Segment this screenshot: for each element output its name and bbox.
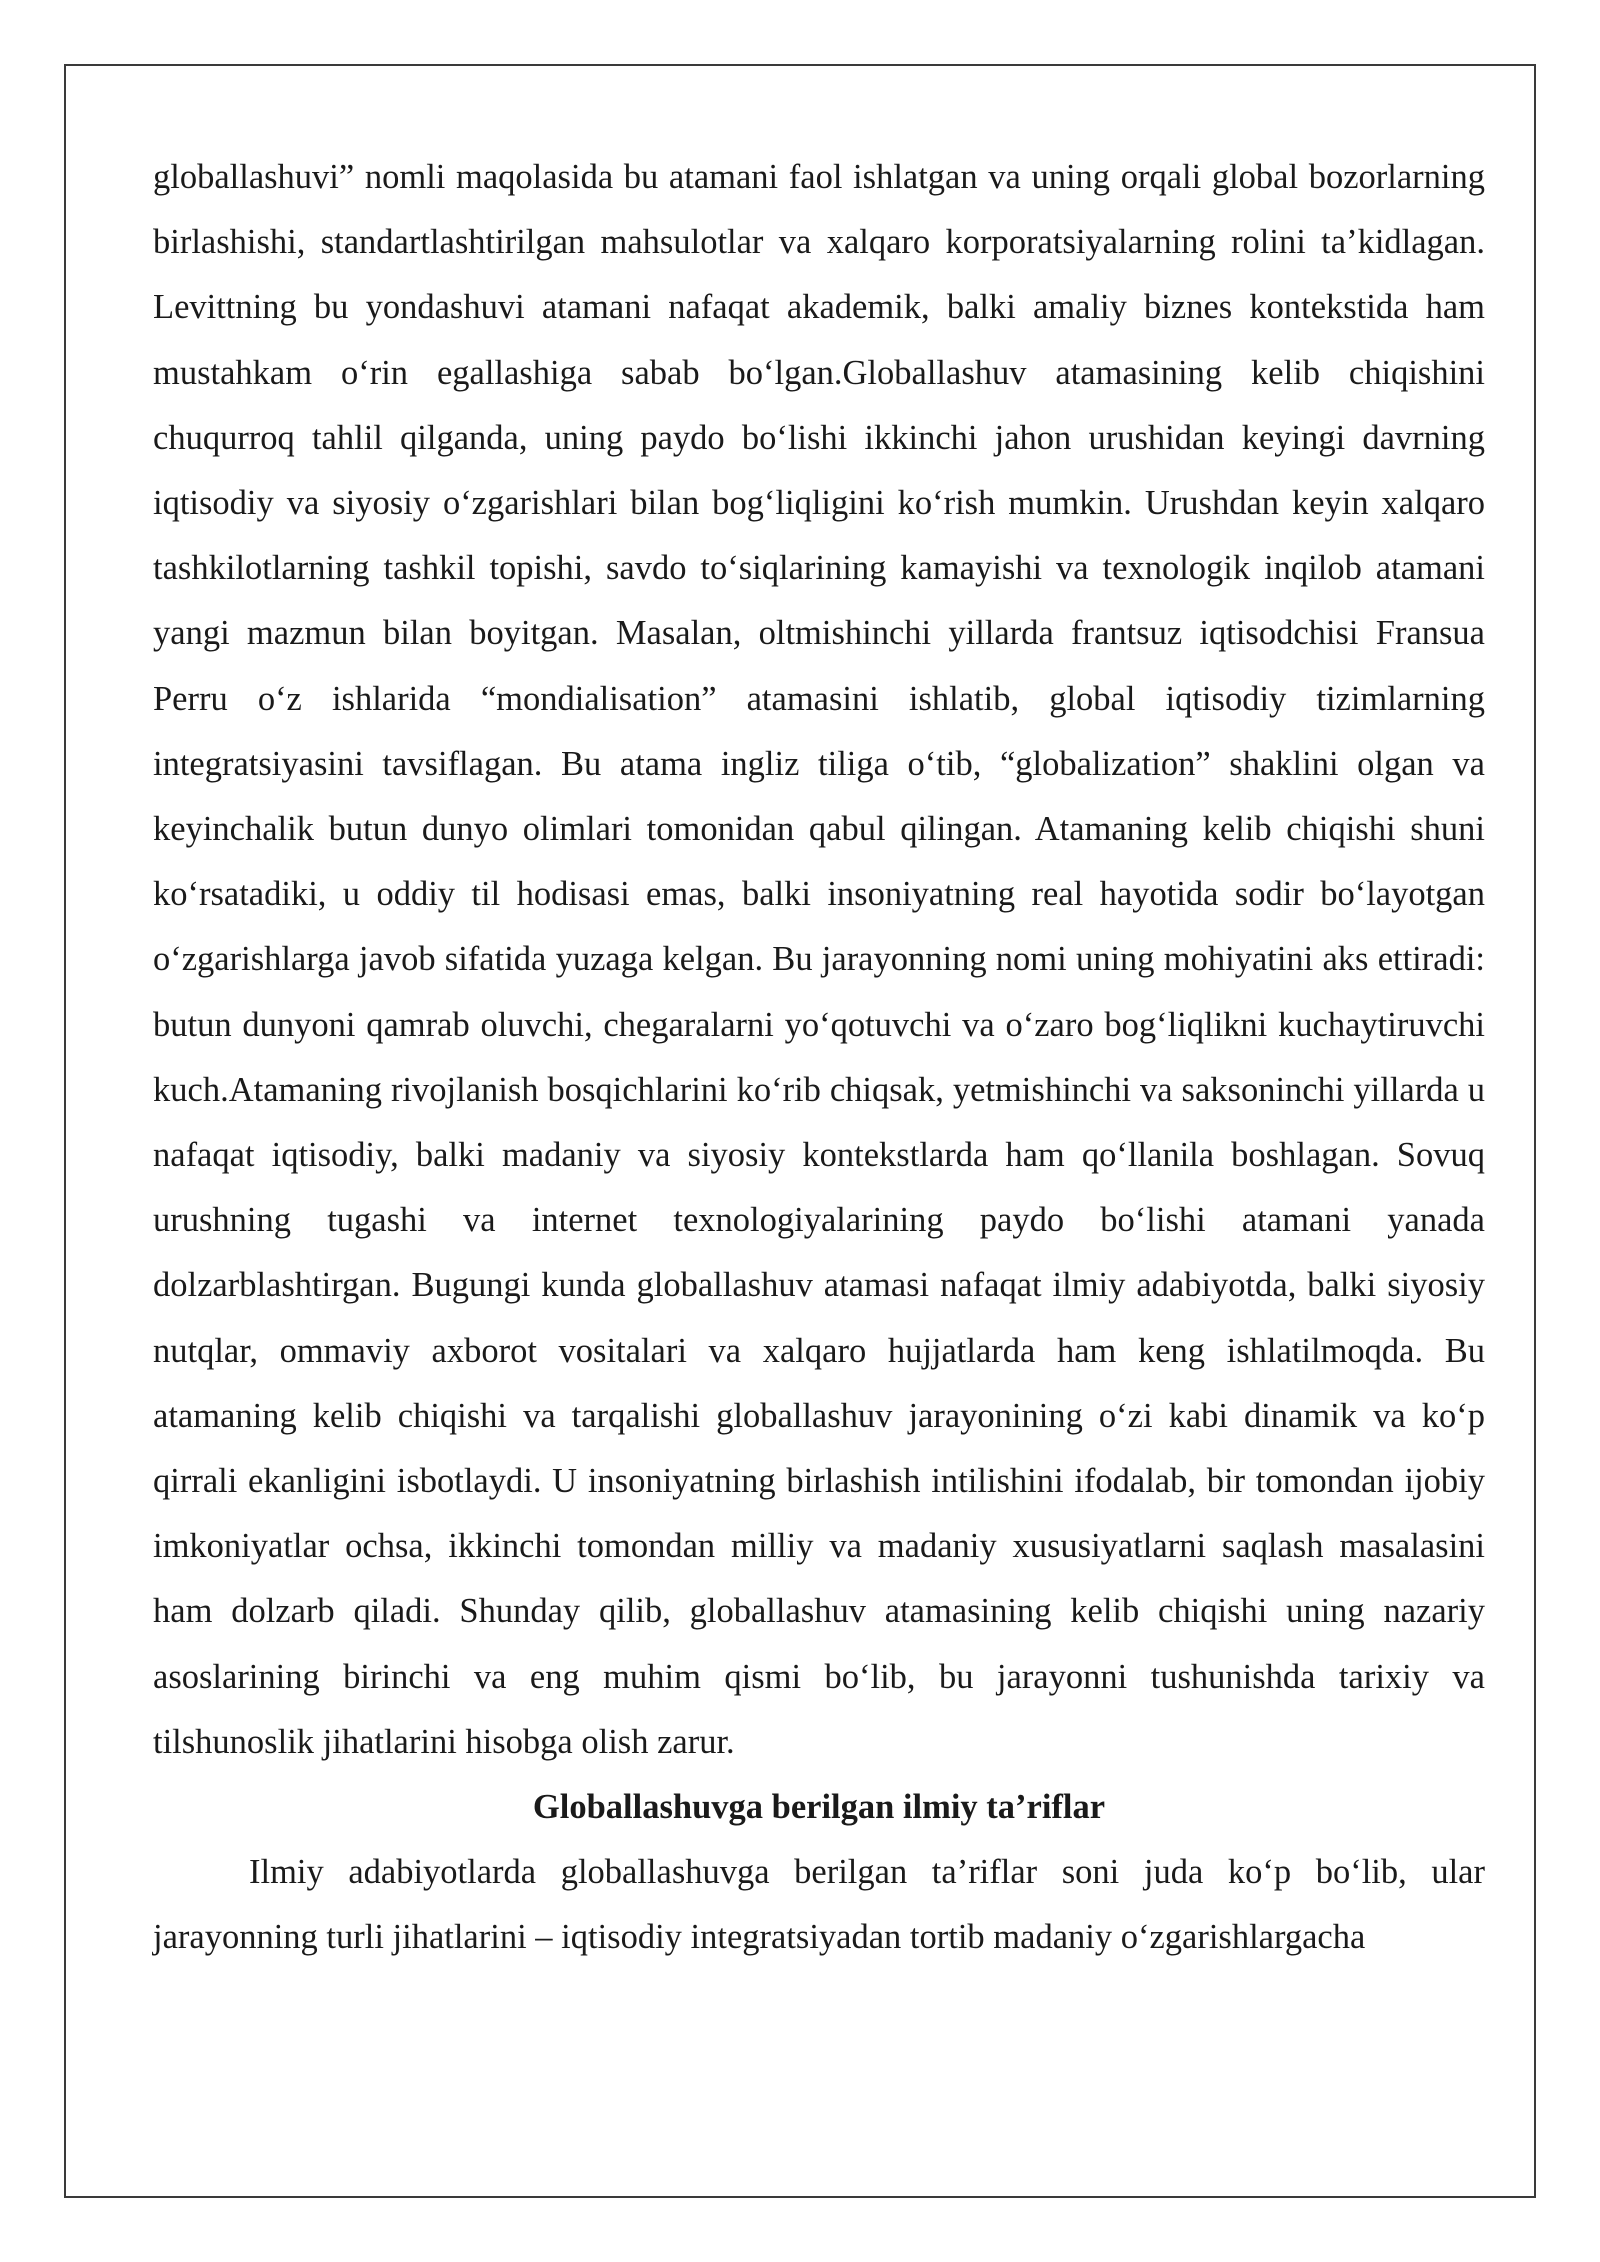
- body-paragraph-continued: Ilmiy adabiyotlarda globallashuvga berilgan ta’riflar soni juda ko‘p bo‘lib, ular jarayonning turli jihatlarini – iqtisodiy integratsiyadan tortib madaniy o‘zgarishlargacha: [153, 1853, 1485, 1957]
- body-paragraph: globallashuvi” nomli maqolasida bu atamani faol ishlatgan va uning orqali global bozorlarning birlashishi, standartlashtirilgan mahsulotlar va xalqaro korporatsiyalarning rolini ta’kidlagan. Levittning bu yondashuvi atamani nafaqat akademik, balki amaliy biznes kontekstida ham mustahkam o‘rin egallashiga sabab bo‘lgan.Globallashuv atamasining kelib chiqishini chuqurroq tahlil qilganda, uning paydo bo‘lishi ikkinchi jahon urushidan keyingi davrning iqtisodiy va siyosiy o‘zgarishlari bilan bog‘liqligini ko‘rish mumkin. Urushdan keyin xalqaro tashkilotlarning tashkil topishi, savdo to‘siqlarining kamayishi va texnologik inqilob atamani yangi mazmun bilan boyitgan. Masalan, oltmishinchi yillarda frantsuz iqtisodchisi Fransua Perru o‘z ishlarida “mondialisation” atamasini ishlatib, global iqtisodiy tizimlarning integratsiyasini tavsiflagan. Bu atama ingliz tiliga o‘tib, “globalization” shaklini olgan va keyinchalik butun dunyo olimlari tomonidan qabul qilingan. Atamaning kelib chiqishi shuni ko‘rsatadiki, u oddiy til hodisasi emas, balki insoniyatning real hayotida sodir bo‘layotgan o‘zgarishlarga javob sifatida yuzaga kelgan. Bu jarayonning nomi uning mohiyatini aks ettiradi: butun dunyoni qamrab oluvchi, chegaralarni yo‘qotuvchi va o‘zaro bog‘liqlikni kuchaytiruvchi kuch.Atamaning rivojlanish bosqichlarini ko‘rib chiqsak, yetmishinchi va saksoninchi yillarda u nafaqat iqtisodiy, balki madaniy va siyosiy kontekstlarda ham qo‘llanila boshlagan. Sovuq urushning tugashi va internet texnologiyalarining paydo bo‘lishi atamani yanada dolzarblashtirgan. Bugungi kunda globallashuv atamasi nafaqat ilmiy adabiyotda, balki siyosiy nutqlar, ommaviy axborot vositalari va xalqaro hujjatlarda ham keng ishlatilmoqda. Bu atamaning kelib chiqishi va tarqalishi globallashuv jarayonining o‘zi kabi dinamik va ko‘p qirrali ekanligini isbotlaydi. U insoniyatning birlashish intilishini ifodalab, bir tomondan ijobiy imkoniyatlar ochsa, ikkinchi tomondan milliy va madaniy xususiyatlarni saqlash masalasini ham dolzarb qiladi. Shunday qilib, globallashuv atamasining kelib chiqishi uning nazariy asoslarining birinchi va eng muhim qismi bo‘lib, bu jarayonni tushunishda tarixiy va tilshunoslik jihatlarini hisobga olish zarur.: [153, 158, 1485, 1761]
- document-body: [153, 145, 1485, 1971]
- section-heading: Globallashuvga berilgan ilmiy ta’riflar: [532, 1788, 1106, 1827]
